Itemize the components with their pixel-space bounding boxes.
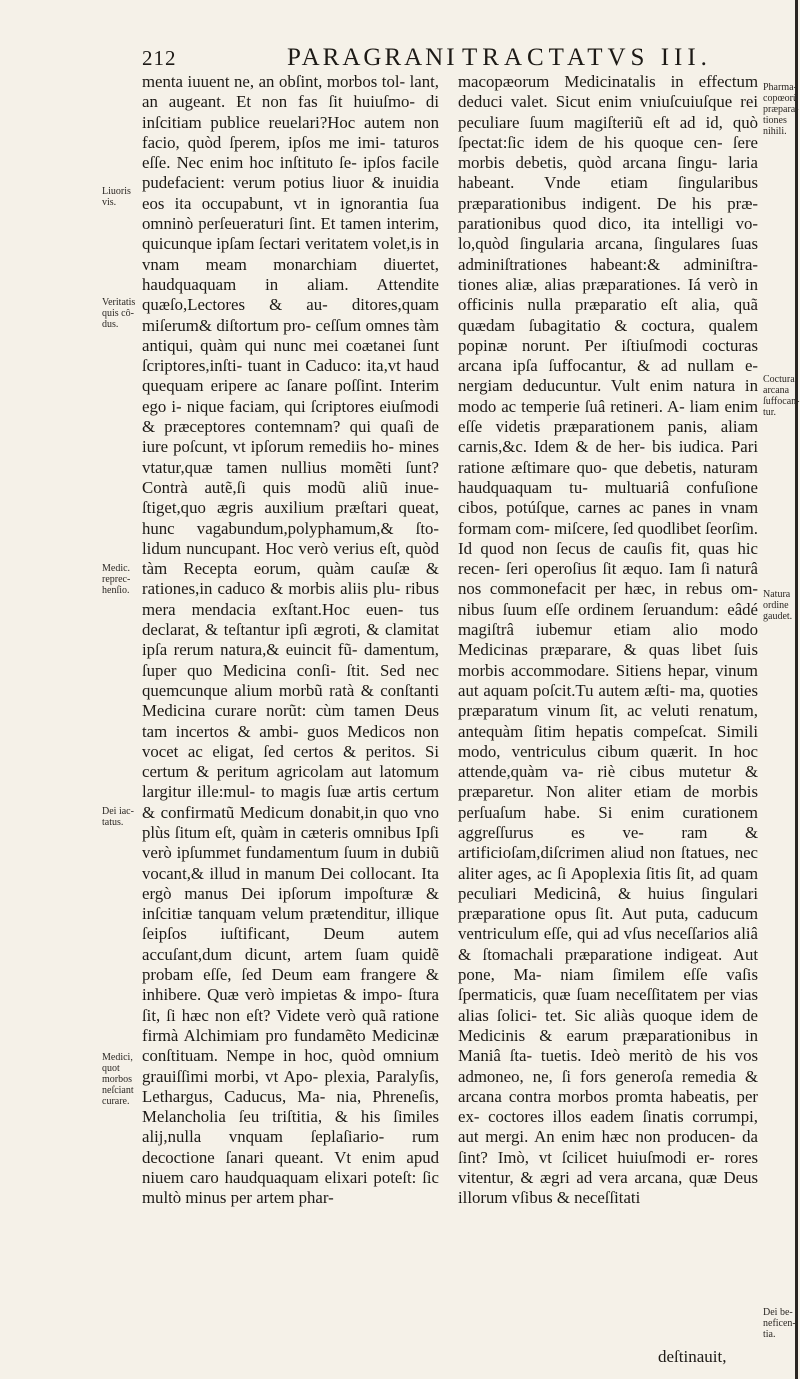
- page-edge-shadow: [795, 0, 798, 1379]
- right-column-text: macopæorum Medicinatalis in effectum deduci valet. Sicut enim vniuſcuiuſque rei peculiare ſuum magiſteriũ eſt ad id, quò ſpectat:ſic idem de his quoque cen- ſere morbis debetis, quòd arcana ſingu- laria habeant. Vnde etiam ſingularibus præparationibus indigent. De his præ- parationibus quod dico, ita intelligi vo- lo,quòd ſingularia arcana, ſingulares ſuas adminiſtrationes habeant:& adminiſtra- tiones aliæ, alias præparationes. Iá verò in officinis nulla præparatio eſt alia, quã quædam ſubagitatio & coctura, qualem popinæ norunt. Per iſtiuſmodi cocturas arcana ipſa ſuffocantur, & ad nullam e- nergiam deducuntur. Vult enim natura in modo ac temperie ſuâ retineri. A- liam enim eſſe videtis præparationem panis, aliam carnis,&c. Idem & de her- bis iudica. Pari ratione æſtimare quo- que debetis, naturam haudquaquam tu- multuariâ confuſione cibos, potúſque, carnes ac panes in vnam formam com- miſcere, ſed quodlibet ſeorſim. Id quod non ſecus de cauſis fit, quas hic recen- ſeri operoſius ſit æquo. Iam ſi naturâ nos commonefacit per hæc, in rebus om- nibus ſuum eſſe ordinem ſeruandum: eâdé magiſtrâ iubemur etiam alio modo Medicinas præparare, & quas libet ſuis morbis accommodare. Sitiens hepar, vinum aut aquam poſcit.Tu autem æſti- ma, quoties præparatum vinum ſit, ac veluti renatum, antequàm ſitim hepatis compeſcat. Simili modo, ventriculus cibum quærit. In hoc attende,quàm va- riè cibus mutetur & præparetur. Non aliter etiam de morbis perſuaſum habe. Si enim curationem aggreſſurus es ve- ram & artificioſam,diſcrimen aliud non ſtatues, nec aliter ages, ac ſi Apoplexia ſitis ſit, ad quam peculiari Medicinâ, & huius ſingulari præparatione opus ſit. Aut puta, caducum ventriculum eſſe, qui ad vſus neceſſarios aliâ & ſtomachali præparatione indigeat. Aut pone, Ma- niam ſimilem eſſe vaſis ſpermaticis, quæ ſuam neceſſitatem per vias alias ſolici- tet. Sic aliàs quoque idem de Medicinis & earum præparationibus in Maniâ ſta- tuetis. Ideò meritò de his vos admoneo, ne, ſi fors generoſa remedia & arcana contra morbos promta habeatis, per ex- coctores illos eadem ſinatis corrumpi, aut mergi. An enim hæc non producen- da ſint? Imò, vt ſcilicet huiuſmodi er- rores vitentur, & ægri ad vera arcana, quæ Deus illorum vſibus & neceſſitati: [458, 72, 758, 1208]
- catchword: deſtinauit,: [658, 1347, 727, 1366]
- running-title-left: PARAGRANI: [287, 44, 458, 71]
- margin-note-left: Medic. reprec- henſio.: [102, 563, 131, 596]
- running-header: [142, 40, 752, 74]
- margin-note-right: Dei be- neficen- tia.: [763, 1307, 796, 1340]
- page-number: 212: [142, 46, 177, 70]
- margin-note-right: Pharma- copœorũ præpara- tiones nihili.: [763, 82, 799, 137]
- margin-note-left: Medici, quot morbos neſciant curare.: [102, 1052, 134, 1107]
- text-column-right: [458, 72, 758, 1209]
- text-column-left: [142, 72, 439, 1209]
- left-column-text: menta iuuent ne, an obſint, morbos tol- lant, an augeant. Et non fas ſit huiuſmo- di inſcitiam publice reuelari?Hoc autem non facio, quòd ſperem, ipſos me imi- taturos eſſe. Nec enim hoc inſtituto ſe- ipſos facile pudefacient: verum potius liuor & inuidia eos ita occupabunt, vt in ignorantia ſua omninò perſeueraturi ſint. Et tamen interim, quicunque ipſam ſectari veritatem volet,is in vnam meam monarchiam diuertet, haudquaquam in aliam. Attendite quæſo,Lectores & au- ditores,quam miſerum& diſtortum pro- ceſſum omnes tàm antiqui, quàm qui nunc mei coætanei ſunt ſcriptores,inſti- tuant in Caduco: ita,vt haud quequam eripere ac ſanare poſſint. Interim ego i- nique faciam, qui ſcriptores eiuſmodi & præceptores contemnam? qui quaſi de iure poſcunt, vt ipſorum remediis ho- mines vtatur,quæ tamen nullius momẽti ſunt?Contrà autẽ,ſi quis modũ aliũ inue- ſtiget,quo ægris auxilium præſtari queat, hunc vagabundum,polyphamum,& ſto- lidum nuncupant. Hoc verò verius eſt, quòd tàm Recepta eorum, quàm cauſæ & rationes,in caduco & morbis aliis plu- ribus mera mendacia exſtant.Hoc euen- tus declarat, & teſtantur ipſi ægroti, & clamitat ipſa rerum natura,& euincit fũ- damentum, ſuper quo Medicina conſi- ſtit. Sed nec quemcunque alium morbũ ratà & conſtanti Medicina curare norũt: cùm tamen Deus tam incertos & ambi- guos Medicos non vocet ac eligat, ſed certos & peritos. Si certum & peritum agricolam aut latomum largitur ille:mul- to magis ſuæ artis certum & confirmatũ Medicum donabit,in quo vno plùs ſitum eſt, quàm in cæteris omnibus Ipſi verò ipſummet fundamentum ſuum in dubiũ vocant,& illud in manum Dei collocant. Ita ergò manus Dei ipſorum impoſturæ & inſcitiæ tanquam velum prætenditur, illique ſeipſos iuſtificant, Deum autem accuſant,dum dicunt, artem ſuam quidẽ probam eſſe, ſed Deum eam frangere & inhibere. Quæ verò impietas & impo- ſtura ſit, ſi hæc non eſt? Videte verò quã ratione firmà Alchimiam pro fundamẽto Medicinæ conſtituam. Nempe in hoc, quòd omnium grauiſſimi morbi, vt Apo- plexia, Paralyſis, Lethargus, Caducus, Ma- nia, Phreneſis, Melancholia ſeu triſtitia, & his ſimiles alij,nulla vnquam ſeplaſiario- rum decoctione ſanari queant. Vt enim apud niuem caro haudquaquam elixari poteſt: ſic multò minus per artem phar-: [142, 72, 439, 1208]
- margin-note-right: Natura ordine gaudet.: [763, 589, 793, 622]
- margin-note-right: Coctura arcana ſuffocan- tur.: [763, 374, 800, 418]
- margin-note-left: Veritatis quis cô- dus.: [102, 297, 136, 330]
- margin-note-left: Liuoris vis.: [102, 186, 131, 208]
- margin-note-left: Dei iac- tatus.: [102, 806, 134, 828]
- running-title-right: TRACTATVS III.: [462, 44, 712, 71]
